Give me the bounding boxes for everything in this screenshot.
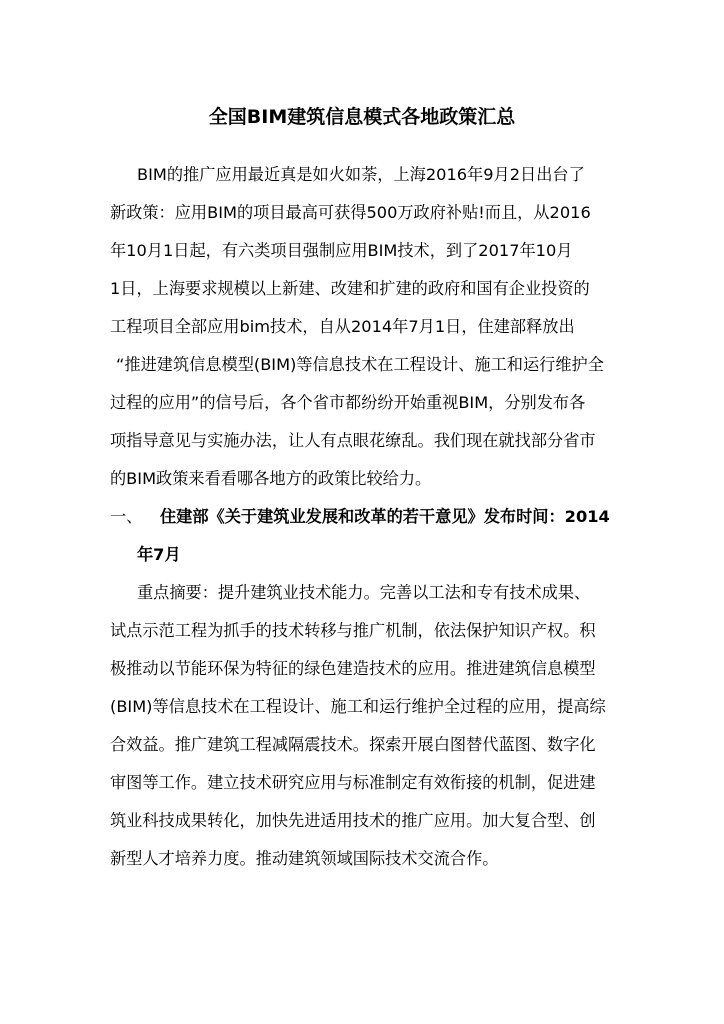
intro-line-5: 工程项目全部应用bim技术，自从2014年7月1日，住建部释放出 <box>110 317 575 336</box>
intro-line-4: 1日，上海要求规模以上新建、改建和扩建的政府和国有企业投资的 <box>110 279 590 298</box>
intro-line-6: “推进建筑信息模型(BIM)等信息技术在工程设计、施工和运行维护全 <box>116 355 604 374</box>
section-1-heading-line-2: 年7月 <box>137 545 181 564</box>
intro-line-3: 年10月1日起，有六类项目强制应用BIM技术，到了2017年10月 <box>110 241 573 260</box>
section-1-body-line-7: 筑业科技成果转化，加快先进适用技术的推广应用。加大复合型、创 <box>110 811 596 830</box>
section-1-body-line-2: 试点示范工程为抓手的技术转移与推广机制，依法保护知识产权。积 <box>110 621 596 640</box>
document-title: 全国BIM建筑信息模式各地政策汇总 <box>208 106 516 128</box>
section-1-body-line-6: 审图等工作。建立技术研究应用与标准制定有效衔接的机制，促进建 <box>110 773 596 792</box>
intro-line-7: 过程的应用”的信号后，各个省市都纷纷开始重视BIM，分别发布各 <box>110 393 586 412</box>
intro-line-9: 的BIM政策来看看哪各地方的政策比较给力。 <box>110 469 432 488</box>
section-1-number: 一、 <box>110 507 143 526</box>
intro-line-1: BIM的推广应用最近真是如火如荼，上海2016年9月2日出台了 <box>137 165 585 184</box>
intro-line-8: 项指导意见与实施办法，让人有点眼花缭乱。我们现在就找部分省市 <box>110 431 596 450</box>
section-1-heading-line-1: 住建部《关于建筑业发展和改革的若干意见》发布时间：2014 <box>160 507 610 526</box>
section-1-body-line-1: 重点摘要：提升建筑业技术能力。完善以工法和专有技术成果、 <box>137 583 591 602</box>
section-1-body-line-4: (BIM)等信息技术在工程设计、施工和运行维护全过程的应用，提高综 <box>110 697 606 716</box>
section-1-body-line-5: 合效益。推广建筑工程减隔震技术。探索开展白图替代蓝图、数字化 <box>110 735 596 754</box>
intro-line-2: 新政策：应用BIM的项目最高可获得500万政府补贴!而且，从2016 <box>110 203 591 222</box>
section-1-body-line-3: 极推动以节能环保为特征的绿色建造技术的应用。推进建筑信息模型 <box>110 659 596 678</box>
section-1-body-line-8: 新型人才培养力度。推动建筑领域国际技术交流合作。 <box>110 849 499 868</box>
